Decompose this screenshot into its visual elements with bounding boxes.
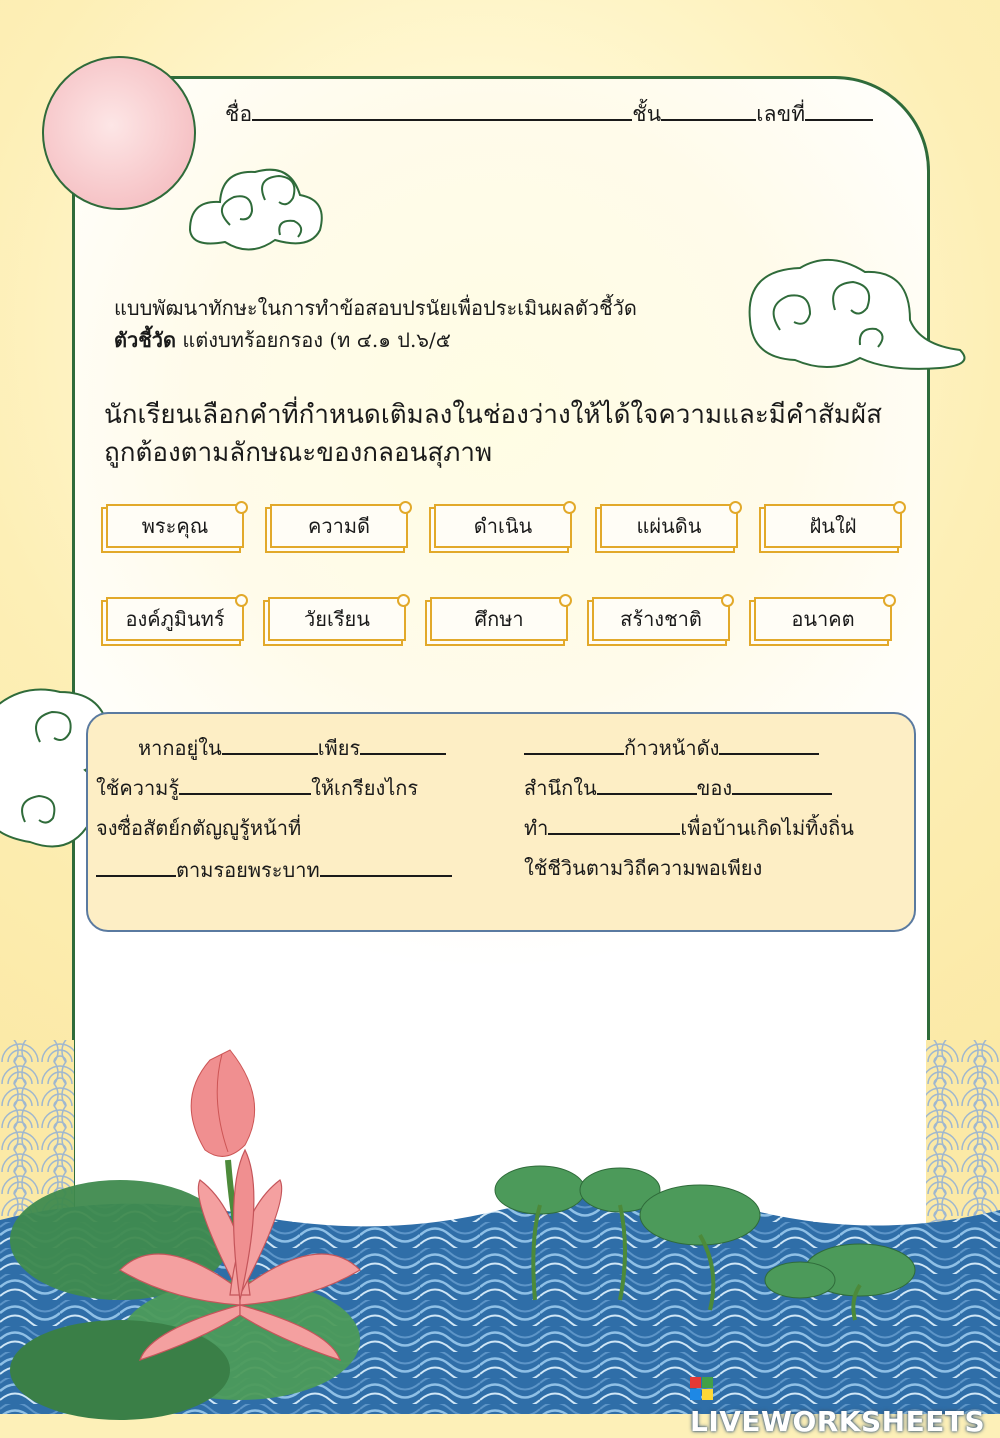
poem-line xyxy=(524,732,819,764)
poem-text: สำนึกใน xyxy=(524,776,597,800)
poem-text: ตามรอยพระบาท xyxy=(176,858,320,882)
number-label: เลขที่ xyxy=(756,102,806,126)
poem-text: เพื่อบ้านเกิดไม่ทิ้งถิ่น xyxy=(680,816,854,840)
word-card[interactable]: วัยเรียน xyxy=(268,597,406,641)
liveworksheets-watermark xyxy=(690,1372,1000,1438)
blank-drop-zone[interactable] xyxy=(179,779,311,795)
cloud-icon xyxy=(180,140,330,260)
poem-text: ก้าวหน้าดัง xyxy=(624,736,720,760)
student-info-line xyxy=(225,98,873,131)
poem-line xyxy=(524,812,854,844)
watermark-text: LIVEWORKSHEETS xyxy=(690,1405,986,1438)
cloud-icon xyxy=(740,250,980,390)
word-card[interactable]: ดำเนิน xyxy=(434,504,572,548)
word-card[interactable]: องค์ภูมินทร์ xyxy=(106,597,244,641)
word-card[interactable]: ความดี xyxy=(270,504,408,548)
poem-text: ของ xyxy=(696,776,733,800)
poem-line xyxy=(96,854,452,886)
wave-lotus-illustration xyxy=(0,1040,1000,1414)
word-card[interactable]: อนาคต xyxy=(754,597,892,641)
number-field[interactable] xyxy=(805,103,873,121)
poem-text: หากอยู่ใน xyxy=(138,736,222,760)
word-card[interactable]: พระคุณ xyxy=(106,504,244,548)
instruction-line-2: ถูกต้องตามลักษณะของกลอนสุภาพ xyxy=(104,438,493,468)
indicator-text: แต่งบทร้อยกรอง (ท ๔.๑ ป.๖/๕ xyxy=(176,328,451,352)
name-field[interactable] xyxy=(252,103,632,121)
moon-illustration xyxy=(42,56,196,210)
indicator-line xyxy=(114,324,451,356)
blank-drop-zone[interactable] xyxy=(360,739,446,755)
blank-drop-zone[interactable] xyxy=(597,779,697,795)
name-label: ชื่อ xyxy=(225,102,253,126)
class-field[interactable] xyxy=(661,103,756,121)
word-card[interactable]: สร้างชาติ xyxy=(592,597,730,641)
poem-text: ให้เกรียงไกร xyxy=(311,776,419,800)
blank-drop-zone[interactable] xyxy=(96,861,176,877)
indicator-label: ตัวชี้วัด xyxy=(114,328,177,352)
word-card[interactable]: ศึกษา xyxy=(430,597,568,641)
instruction-text xyxy=(104,396,924,472)
word-card[interactable]: ฝันใฝ่ xyxy=(764,504,902,548)
liveworksheets-logo-icon xyxy=(690,1377,714,1401)
poem-text: เพียร xyxy=(317,736,361,760)
word-card[interactable]: แผ่นดิน xyxy=(600,504,738,548)
poem-line xyxy=(524,852,762,884)
poem-line xyxy=(96,772,418,804)
blank-drop-zone[interactable] xyxy=(732,779,832,795)
blank-drop-zone[interactable] xyxy=(548,819,680,835)
blank-drop-zone[interactable] xyxy=(320,861,452,877)
blank-drop-zone[interactable] xyxy=(719,739,819,755)
poem-line xyxy=(138,732,446,764)
instruction-line-1: นักเรียนเลือกคำที่กำหนดเติมลงในช่องว่างให้ได้ใจความและมีคำสัมผัส xyxy=(104,400,883,430)
poem-text: จงซื่อสัตย์กตัญญูรู้หน้าที่ xyxy=(96,816,302,840)
poem-line xyxy=(96,812,301,844)
blank-drop-zone[interactable] xyxy=(524,739,624,755)
blank-drop-zone[interactable] xyxy=(222,739,318,755)
poem-text: ใช้ชีวินตามวิถีความพอเพียง xyxy=(524,856,763,880)
worksheet-subtitle: แบบพัฒนาทักษะในการทำข้อสอบปรนัยเพื่อประเมินผลตัวชี้วัด xyxy=(114,296,637,320)
class-label: ชั้น xyxy=(632,102,662,126)
poem-text: ใช้ความรู้ xyxy=(96,776,180,800)
poem-text: ทำ xyxy=(524,816,549,840)
poem-line xyxy=(524,772,832,804)
